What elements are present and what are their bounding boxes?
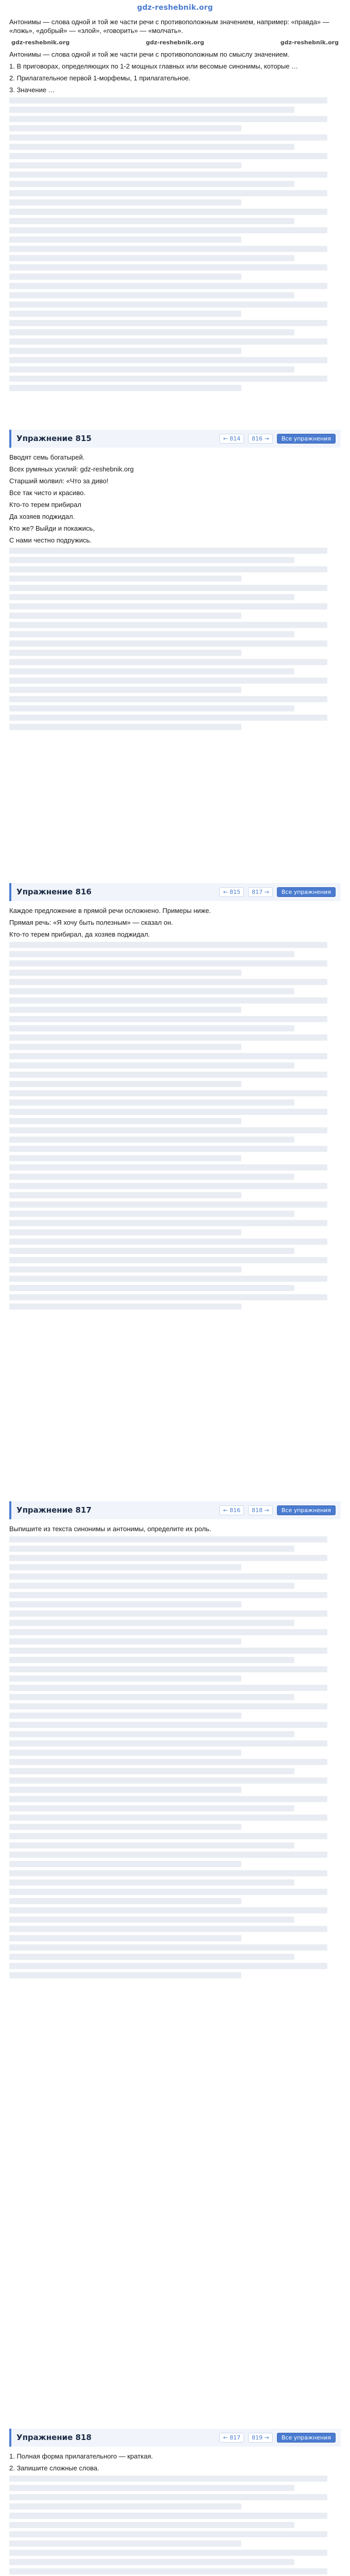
exercise-line: 2. Запишите сложные слова. xyxy=(9,2464,99,2472)
all-exercises-button[interactable]: Все упражнения xyxy=(277,887,336,897)
exercise-title: Упражнение 817 xyxy=(16,1505,92,1515)
prev-exercise-button[interactable]: ← 817 xyxy=(219,2433,244,2443)
site-header xyxy=(0,0,350,15)
exercise-line: 1. Полная форма прилагательного — краткая. xyxy=(9,2452,153,2460)
exercise-header xyxy=(9,1501,341,1519)
watermark: gdz-reshebnik.org xyxy=(11,39,70,46)
exercise-line: Всех румяных усилий: gdz-reshebnik.org xyxy=(9,465,134,473)
exercise-line: Да хозяев поджидал. xyxy=(9,513,75,520)
exercise-line: Старший молвил: «Что за диво! xyxy=(9,477,109,485)
exercise-line: Выпишите из текста синонимы и антонимы, определите их роль. xyxy=(9,1525,212,1533)
text-placeholder xyxy=(9,548,341,730)
all-exercises-button[interactable]: Все упражнения xyxy=(277,2433,336,2443)
exercise-line: Кто-то терем прибирал, да хозяев поджидал. xyxy=(9,930,150,938)
text-placeholder xyxy=(9,1536,341,1978)
exercise-section xyxy=(9,2421,341,2576)
prev-exercise-button[interactable]: ← 816 xyxy=(219,1505,244,1515)
exercise-section xyxy=(9,876,341,1310)
exercise-section xyxy=(9,422,341,730)
intro-paragraph: 2. Прилагательное первой 1-морфемы, 1 прилагательное. xyxy=(9,74,191,82)
exercise-header xyxy=(9,883,341,901)
intro-paragraph: 1. В приговорах, определяющих по 1-2 мощных главных или весомые синонимы, которые … xyxy=(9,62,299,70)
exercise-title: Упражнение 818 xyxy=(16,2433,92,2442)
exercise-title: Упражнение 816 xyxy=(16,887,92,896)
watermark: gdz-reshebnik.org xyxy=(146,39,204,46)
prev-exercise-button[interactable]: ← 815 xyxy=(219,887,244,897)
next-exercise-button[interactable]: 819 → xyxy=(248,2433,273,2443)
exercise-line: Все так чисто и красиво. xyxy=(9,489,85,497)
text-placeholder xyxy=(9,2476,341,2576)
exercise-section xyxy=(9,1494,341,1978)
exercise-line: Вводят семь богатырей. xyxy=(9,453,85,461)
watermark: gdz-reshebnik.org xyxy=(280,39,339,46)
intro-section xyxy=(9,18,341,391)
next-exercise-button[interactable]: 817 → xyxy=(248,887,273,897)
intro-paragraph: Антонимы — слова одной и той же части речи с противоположным по смыслу значением. xyxy=(9,50,290,58)
exercise-nav xyxy=(219,887,336,897)
all-exercises-button[interactable]: Все упражнения xyxy=(277,434,336,444)
exercise-header xyxy=(9,430,341,448)
exercise-title: Упражнение 815 xyxy=(16,434,92,443)
text-placeholder xyxy=(9,97,341,391)
all-exercises-button[interactable]: Все упражнения xyxy=(277,1505,336,1515)
exercise-line: Прямая речь: «Я хочу быть полезным» — сказал он. xyxy=(9,919,173,926)
exercise-line: Кто-то терем прибирал xyxy=(9,501,81,509)
exercise-line: Кто же? Выйди и покажись, xyxy=(9,524,95,532)
intro-paragraph: Антонимы — слова одной и той же части речи с противоположным значением, например: «правда» — «ложь», «добрый» — «злой», «говорить» — «молчать». xyxy=(9,18,329,35)
exercise-nav xyxy=(219,1505,336,1515)
exercise-nav xyxy=(219,434,336,444)
exercise-header xyxy=(9,2429,341,2447)
prev-exercise-button[interactable]: ← 814 xyxy=(219,434,244,444)
next-exercise-button[interactable]: 818 → xyxy=(248,1505,273,1515)
text-placeholder xyxy=(9,942,341,1310)
intro-paragraph: 3. Значение … xyxy=(9,86,55,94)
exercise-line: Каждое предложение в прямой речи осложнено. Примеры ниже. xyxy=(9,907,211,914)
site-brand[interactable]: gdz-reshebnik.org xyxy=(137,3,213,12)
exercise-line: С нами честно подружись. xyxy=(9,536,92,544)
watermark-row xyxy=(9,38,341,47)
exercise-nav xyxy=(219,2433,336,2443)
next-exercise-button[interactable]: 816 → xyxy=(248,434,273,444)
